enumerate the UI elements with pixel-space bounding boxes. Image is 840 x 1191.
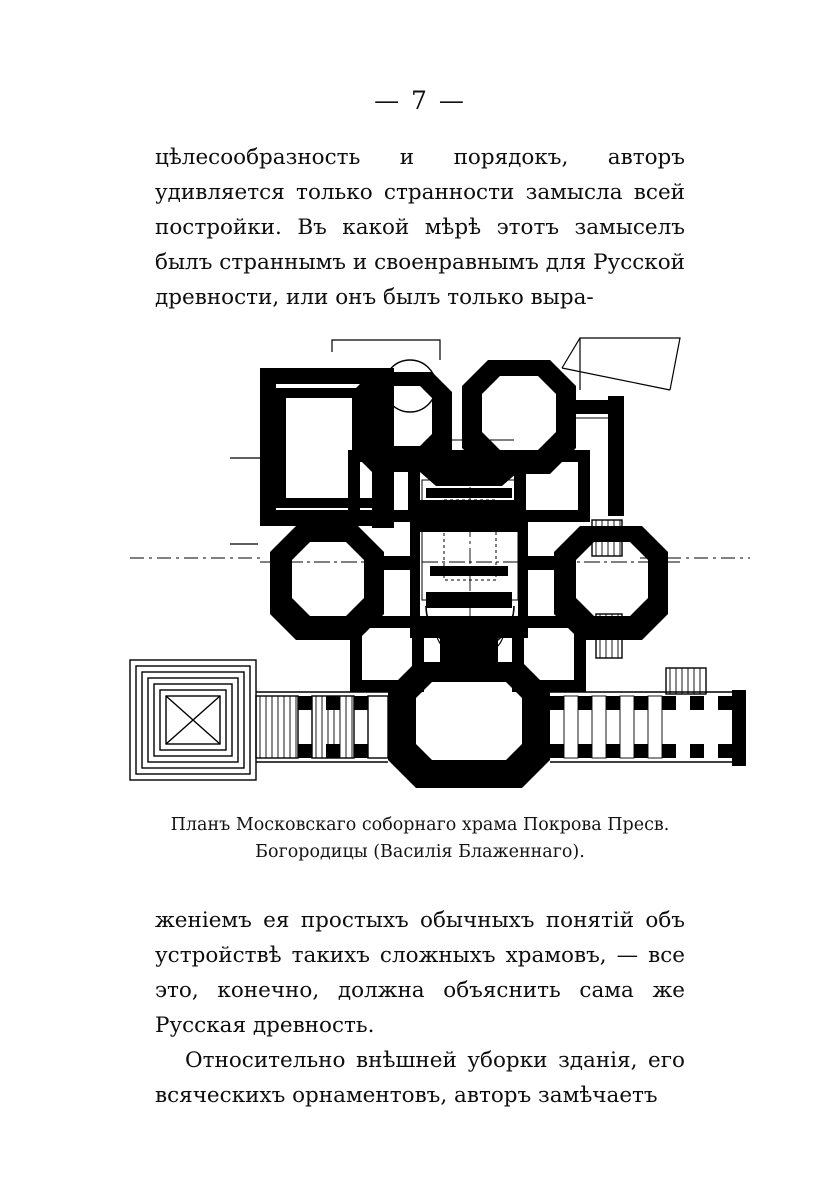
paragraph-top: цѣлесообразность и порядокъ, авторъ удивляется только странности замысла всей постройки. Въ какой мѣрѣ этотъ замыселъ былъ страннымъ и своенравнымъ для Русской древности, или онъ былъ только выра-: [155, 145, 685, 310]
figure-caption-line-2: Богородицы (Василія Блаженнаго).: [255, 842, 585, 862]
paragraph-bottom: [155, 903, 685, 1113]
interior-room-label: ПРИДѢЛЪ: [517, 467, 526, 512]
paragraph-bottom-part-2: Относительно внѣшней уборки зданія, его всяческихъ орнаментовъ, авторъ замѣчаетъ: [155, 1048, 685, 1108]
floor-plan-figure: [110, 330, 770, 800]
figure-caption-line-1: Планъ Московскаго соборнаго храма Покрова Пресв.: [170, 815, 670, 835]
paragraph-bottom-part-1: женіемъ ея простыхъ обычныхъ понятій объ устройствѣ такихъ сложныхъ храмовъ, — все это, конечно, должна объяснить сама же Русская древность.: [155, 908, 685, 1038]
page-number: — 7 —: [374, 86, 466, 115]
plan-walls: [260, 360, 746, 788]
floor-plan-drawing: [110, 330, 770, 800]
figure-caption: [120, 812, 720, 866]
